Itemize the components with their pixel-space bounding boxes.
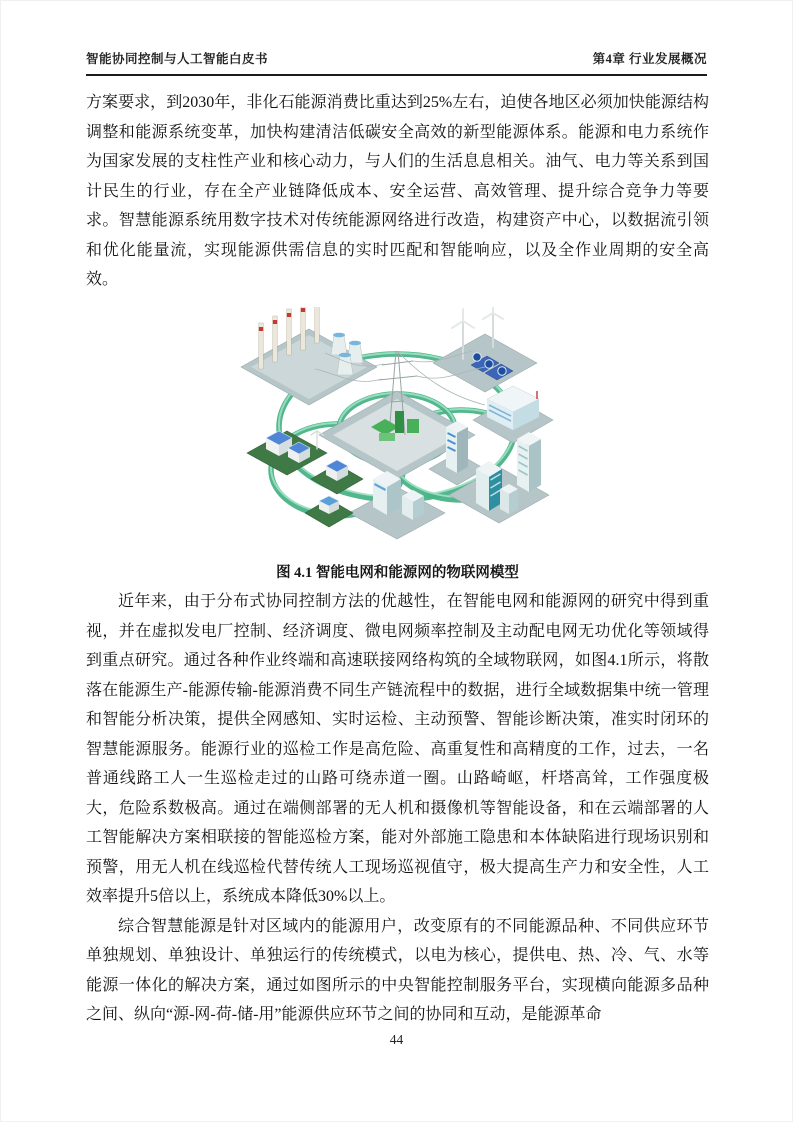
figure-4-1 xyxy=(86,307,709,586)
figure-caption: 图 4.1 智能电网和能源网的物联网模型 xyxy=(276,565,519,581)
paragraph-continuation: 方案要求，到2030年，非化石能源消费比重达到25%左右，迫使各地区必须加快能源结构调整和能源系统变革，加快构建清洁低碳安全高效的新型能源体系。能源和电力系统作为国家发展的支柱性产业和核心动力，与人们的生活息息相关。油气、电力等关系到国计民生的行业，存在全产业链降低成本、安全运营、高效管理、提升综合竞争力等要求。智慧能源系统用数字技术对传统能源网络进行改造，构建资产中心，以数据流引领和优化能量流，实现能源供需信息的实时匹配和智能响应，以及全作业周期的安全高效。 xyxy=(86,94,709,288)
page-number: 44 xyxy=(389,1032,404,1047)
factory-node xyxy=(473,386,553,443)
power-plant-node xyxy=(241,307,377,405)
page-body xyxy=(86,88,709,1030)
city-buildings-node xyxy=(429,421,549,523)
header-book-title: 智能协同控制与人工智能白皮书 xyxy=(86,52,269,66)
paragraph-integrated-energy: 综合智慧能源是针对区域内的能源用户，改变原有的不同能源品种、不同供应环节单独规划、单独设计、单独运行的传统模式，以电为核心，提供电、热、冷、气、水等能源一体化的解决方案，通过如图所示的中央智能控制服务平台，实现横向能源多品种之间、纵向“源-网-荷-储-用”能源供应环节之间的协同和互动，是能源革命 xyxy=(86,917,709,1023)
midrise-buildings-node xyxy=(349,471,445,539)
wind-solar-node xyxy=(433,307,537,392)
page-header xyxy=(86,49,707,76)
paragraph-recent-years: 近年来，由于分布式协同控制方法的优越性，在智能电网和能源网的研究中得到重视，并在虚拟发电厂控制、经济调度、微电网频率控制及主动配电网无功优化等领域得到重点研究。通过各种作业终端和高速联接网络构筑的全域物联网，如图4.1所示，将散落在能源生产-能源传输-能源消费不同生产链流程中的数据，进行全域数据集中统一管理和智能分析决策，提供全网感知、实时运检、主动预警、智能诊断决策，准实时闭环的智慧能源服务。能源行业的巡检工作是高危险、高重复性和高精度的工作，过去，一名普通线路工人一生巡检走过的山路可绕赤道一圈。山路崎岖，杆塔高耸，工作强度极大，危险系数极高。通过在端侧部署的无人机和摄像机等智能设备，和在云端部署的人工智能解决方案相联接的智能巡检方案，能对外部施工隐患和本体缺陷进行现场识别和预警，用无人机在线巡检代替传统人工现场巡视值守，极大提高生产力和安全性，人工效率提升5倍以上，系统成本降低30%以上。 xyxy=(86,593,709,905)
smart-grid-iot-illustration xyxy=(237,307,559,547)
header-chapter-title: 第4章 行业发展概况 xyxy=(592,52,707,66)
page-footer xyxy=(1,1032,792,1048)
